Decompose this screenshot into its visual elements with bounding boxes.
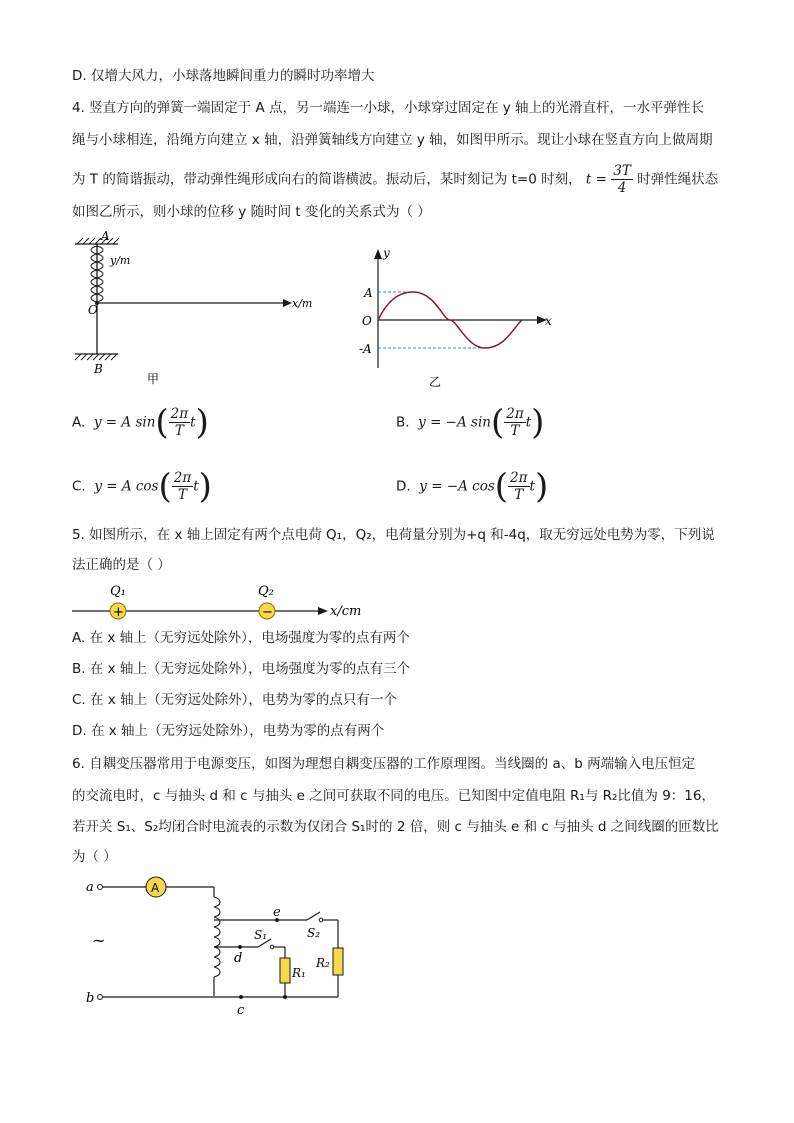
- q4-time-den: 4: [617, 180, 627, 196]
- q4-option-b-var: t: [525, 414, 532, 431]
- q6-stem-line4: 为（ ）: [72, 849, 117, 865]
- q4-option-b: B. y = −A sin( $\frac{2\pi}{T}$ t): [396, 402, 545, 443]
- q4-option-b-letter: B.: [396, 414, 410, 431]
- q6-ac-symbol: ~: [92, 931, 106, 950]
- q4-figure-yi: [355, 243, 565, 393]
- q6-label-c: c: [237, 1003, 245, 1017]
- fig-jia-label-y: y/m: [110, 254, 131, 267]
- q4-option-c-num: 2π: [173, 470, 192, 486]
- q4-figure-jia: [70, 228, 330, 393]
- q5-label-q1: Q₁: [110, 584, 126, 599]
- q4-option-d-letter: D.: [396, 478, 411, 495]
- fig-yi-label-a: A: [364, 286, 373, 300]
- q6-label-r2: R₂: [316, 956, 330, 970]
- fig-yi-label-neg-a: -A: [359, 342, 372, 356]
- fig-jia-caption: 甲: [147, 372, 160, 386]
- q5-stem-line2: 法正确的是（ ）: [72, 557, 171, 573]
- q6-label-s1: S₁: [254, 928, 268, 942]
- q6-ammeter-label: A: [151, 881, 160, 895]
- q6-label-d: d: [234, 951, 243, 966]
- q6-label-a: a: [86, 880, 94, 895]
- q6-stem-line3: 若开关 S₁、S₂均闭合时电流表的示数为仅闭合 S₁时的 2 倍，则 c 与抽头 e 和 c 与抽头 d 之间线圈的匝数比: [72, 819, 719, 835]
- q4-option-c: C. y = A cos( $\frac{2\pi}{T}$ t): [72, 466, 212, 507]
- fig-yi-label-o: O: [362, 314, 372, 328]
- q5-q2-sign: −: [262, 605, 273, 620]
- q4-option-b-den: T: [510, 423, 520, 439]
- q4-option-b-lhs: y = −A sin: [418, 414, 491, 431]
- fig-yi-label-y: y: [383, 246, 390, 260]
- q6-label-b: b: [86, 991, 95, 1006]
- fig-jia-label-b: B: [94, 362, 103, 376]
- q5-option-a: A. 在 x 轴上（无穷远处除外），电场强度为零的点有两个: [72, 630, 410, 646]
- q4-stem-line3: [72, 163, 718, 196]
- q4-option-c-letter: C.: [72, 478, 86, 495]
- q6-stem-line1: 6. 自耦变压器常用于电源变压，如图为理想自耦变压器的工作原理图。当线圈的 a、b 两端输入电压恒定: [72, 756, 696, 772]
- q6-label-s2: S₂: [307, 926, 321, 940]
- q4-option-d-num: 2π: [510, 470, 528, 486]
- q6-label-e: e: [273, 905, 281, 920]
- fig-jia-label-x: x/m: [292, 297, 313, 310]
- q4-option-c-lhs: y = A cos: [94, 478, 159, 495]
- q4-option-c-var: t: [193, 478, 199, 495]
- q5-stem-line1: 5. 如图所示，在 x 轴上固定有两个点电荷 Q₁，Q₂，电荷量分别为+q 和-4q，取无穷远处电势为零，下列说: [72, 527, 715, 543]
- q4-stem-line3-end: 时弹性绳状态: [637, 171, 719, 188]
- q4-option-a: A. y = A sin( $\frac{2\pi}{T}$ t): [72, 402, 209, 443]
- q4-option-a-lhs: y = A sin: [93, 414, 156, 431]
- fig-jia-label-a: A: [101, 229, 110, 243]
- q4-time-num: 3T: [613, 163, 631, 179]
- q6-circuit-figure: [80, 872, 370, 1017]
- q4-time-fraction: [611, 163, 633, 196]
- q6-label-r1: R₁: [292, 966, 306, 980]
- q4-option-d-den: T: [514, 487, 524, 503]
- q4-option-d-var: t: [529, 478, 535, 495]
- q6-stem-line2: 的交流电时，c 与抽头 d 和 c 与抽头 e 之间可获取不同的电压。已知图中定值电阻 R₁与 R₂比值为 9：16，: [72, 788, 715, 804]
- fig-yi-caption: 乙: [429, 375, 442, 389]
- q4-option-b-num: 2π: [506, 406, 524, 422]
- q3-option-d: D. 仅增大风力，小球落地瞬间重力的瞬时功率增大: [72, 68, 375, 84]
- fig-jia-label-o: O: [88, 303, 98, 317]
- q4-option-a-letter: A.: [72, 414, 86, 431]
- q4-time-var: t =: [585, 171, 607, 188]
- q5-charge-figure: [72, 580, 372, 624]
- q5-q1-sign: +: [113, 605, 124, 620]
- q4-option-d: D. y = −A cos( $\frac{2\pi}{T}$ t): [396, 466, 549, 507]
- fig-yi-label-x: x: [545, 314, 552, 328]
- q5-option-d: D. 在 x 轴上（无穷远处除外），电势为零的点有两个: [72, 723, 385, 739]
- q4-option-a-var: t: [190, 414, 196, 431]
- q4-option-c-den: T: [177, 487, 187, 503]
- q4-option-a-num: 2π: [170, 406, 189, 422]
- q5-label-q2: Q₂: [258, 584, 274, 599]
- q4-stem-line1: 4. 竖直方向的弹簧一端固定于 A 点，另一端连一小球，小球穿过固定在 y 轴上的光滑直杆，一水平弹性长: [72, 100, 705, 116]
- q4-option-a-den: T: [174, 423, 184, 439]
- q4-stem-line2: 绳与小球相连，沿绳方向建立 x 轴，沿弹簧轴线方向建立 y 轴，如图甲所示。现让小球在竖直方向上做周期: [72, 132, 713, 148]
- q4-option-d-lhs: y = −A cos: [419, 478, 495, 495]
- q4-stem-line4: 如图乙所示，则小球的位移 y 随时间 t 变化的关系式为（ ）: [72, 204, 431, 220]
- q4-stem-line3-text: 为 T 的简谐振动，带动弹性绳形成向右的简谐横波。振动后，某时刻记为 t=0 时刻，: [72, 171, 582, 188]
- q5-label-x: x/cm: [330, 604, 362, 619]
- q5-option-b: B. 在 x 轴上（无穷远处除外），电场强度为零的点有三个: [72, 661, 411, 677]
- q5-option-c: C. 在 x 轴上（无穷远处除外），电势为零的点只有一个: [72, 692, 397, 708]
